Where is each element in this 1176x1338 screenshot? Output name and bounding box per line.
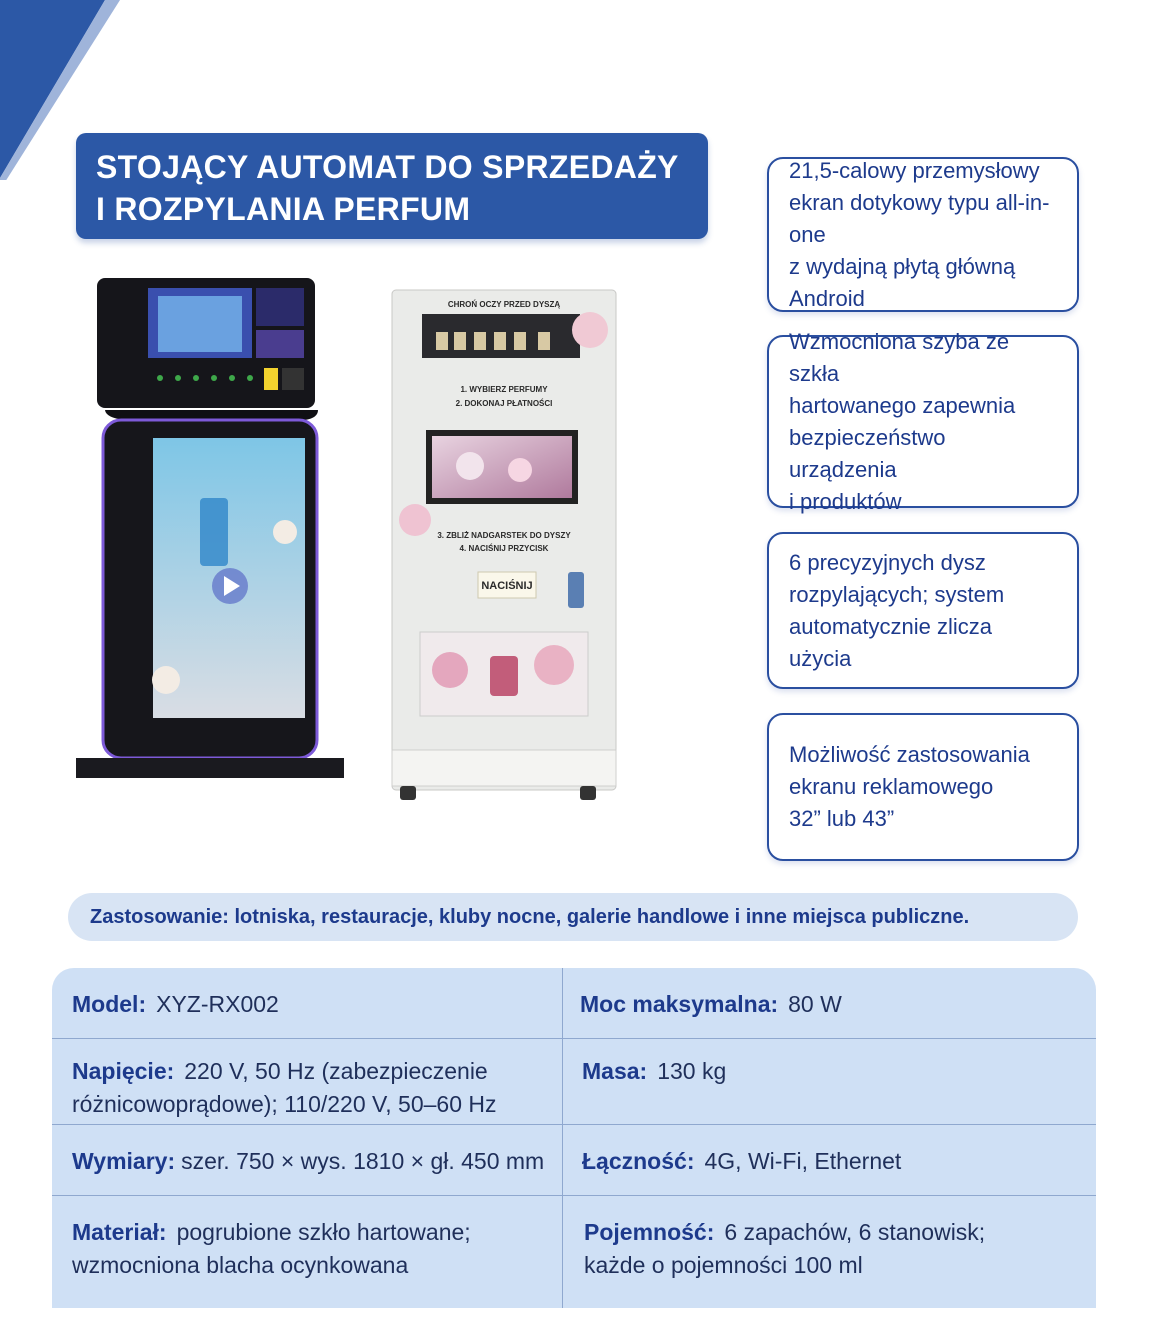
spec-power [580, 988, 842, 1021]
spec-value: każde o pojemności 100 ml [584, 1252, 863, 1278]
machine-step2: 2. DOKONAJ PŁATNOŚCI [455, 399, 553, 408]
spec-mass [582, 1055, 726, 1088]
feature-text: rozpylających; system [789, 581, 1005, 607]
machine-top-label: CHROŃ OCZY PRZED DYSZĄ [447, 300, 561, 309]
row-divider [52, 1195, 1096, 1196]
machine-white [392, 290, 616, 800]
usage-banner: Zastosowanie: lotniska, restauracje, kluby nocne, galerie handlowe i inne miejsca publiczne. [68, 893, 1078, 941]
spec-connectivity [582, 1145, 901, 1178]
feature-text: ekranu reklamowego [789, 774, 994, 799]
spec-value: różnicowoprądowe); 110/220 V, 50–60 Hz [72, 1091, 497, 1117]
machine-step4: 4. NACIŚNIJ PRZYCISK [459, 544, 549, 553]
spec-value: szer. 750 × wys. 1810 × gł. 450 mm [181, 1148, 545, 1174]
feature-text: i produktów [789, 488, 902, 514]
spec-voltage [72, 1055, 497, 1121]
spec-value: pogrubione szkło hartowane; [176, 1219, 471, 1245]
feature-text: 6 precyzyjnych dysz [789, 549, 986, 575]
page-title-line2: I ROZPYLANIA PERFUM [96, 191, 471, 227]
spec-capacity [584, 1216, 985, 1282]
spec-value: 4G, Wi-Fi, Ethernet [704, 1148, 902, 1174]
spec-value: 6 zapachów, 6 stanowisk; [724, 1219, 986, 1245]
spec-value: 220 V, 50 Hz (zabezpieczenie [184, 1058, 488, 1084]
feature-text: Wzmocniona szyba ze szkła [789, 328, 1010, 386]
product-illustration [70, 270, 630, 810]
spec-dimensions [72, 1145, 544, 1178]
spec-value: 130 kg [657, 1058, 727, 1084]
spec-label: Materiał: [72, 1219, 167, 1245]
spec-label: Napięcie: [72, 1058, 175, 1084]
feature-touchscreen [767, 157, 1079, 312]
feature-text: 21,5-calowy przemysłowy [789, 157, 1040, 183]
feature-text: ekran dotykowy typu all-in-one [789, 189, 1050, 247]
feature-tempered-glass [767, 328, 1079, 514]
machine-step1: 1. WYBIERZ PERFUMY [460, 385, 548, 394]
spec-model [72, 988, 279, 1021]
spec-value: 80 W [788, 991, 842, 1017]
spec-label: Pojemność: [584, 1219, 715, 1245]
feature-ad-screen [767, 713, 1079, 861]
title-banner [76, 133, 708, 239]
machine-step3: 3. ZBLIŻ NADGARSTEK DO DYSZY [437, 531, 571, 540]
spec-label: Łączność: [582, 1148, 695, 1174]
feature-text: hartowanego zapewnia [789, 392, 1016, 418]
spec-table [52, 968, 1096, 1308]
spec-material [72, 1216, 471, 1282]
row-divider [52, 1038, 1096, 1039]
feature-text: z wydajną płytą główną Android [789, 253, 1016, 311]
spec-value: wzmocniona blacha ocynkowana [72, 1252, 409, 1278]
spec-value: XYZ-RX002 [156, 991, 279, 1017]
column-divider [562, 968, 563, 1308]
machine-black [76, 278, 344, 778]
page-title-line1: STOJĄCY AUTOMAT DO SPRZEDAŻY [96, 149, 679, 185]
feature-text: 32” lub 43” [789, 806, 895, 831]
row-divider [52, 1124, 1096, 1125]
feature-spray-nozzles [767, 532, 1079, 689]
machine-button-label: NACIŚNIJ [481, 580, 533, 592]
spec-label: Wymiary: [72, 1148, 176, 1174]
spec-label: Masa: [582, 1058, 648, 1084]
feature-text: automatycznie zlicza użycia [789, 613, 992, 671]
feature-text: Możliwość zastosowania [789, 742, 1030, 767]
feature-text: bezpieczeństwo urządzenia [789, 424, 946, 482]
spec-label: Model: [72, 991, 147, 1017]
spec-label: Moc maksymalna: [580, 991, 779, 1017]
